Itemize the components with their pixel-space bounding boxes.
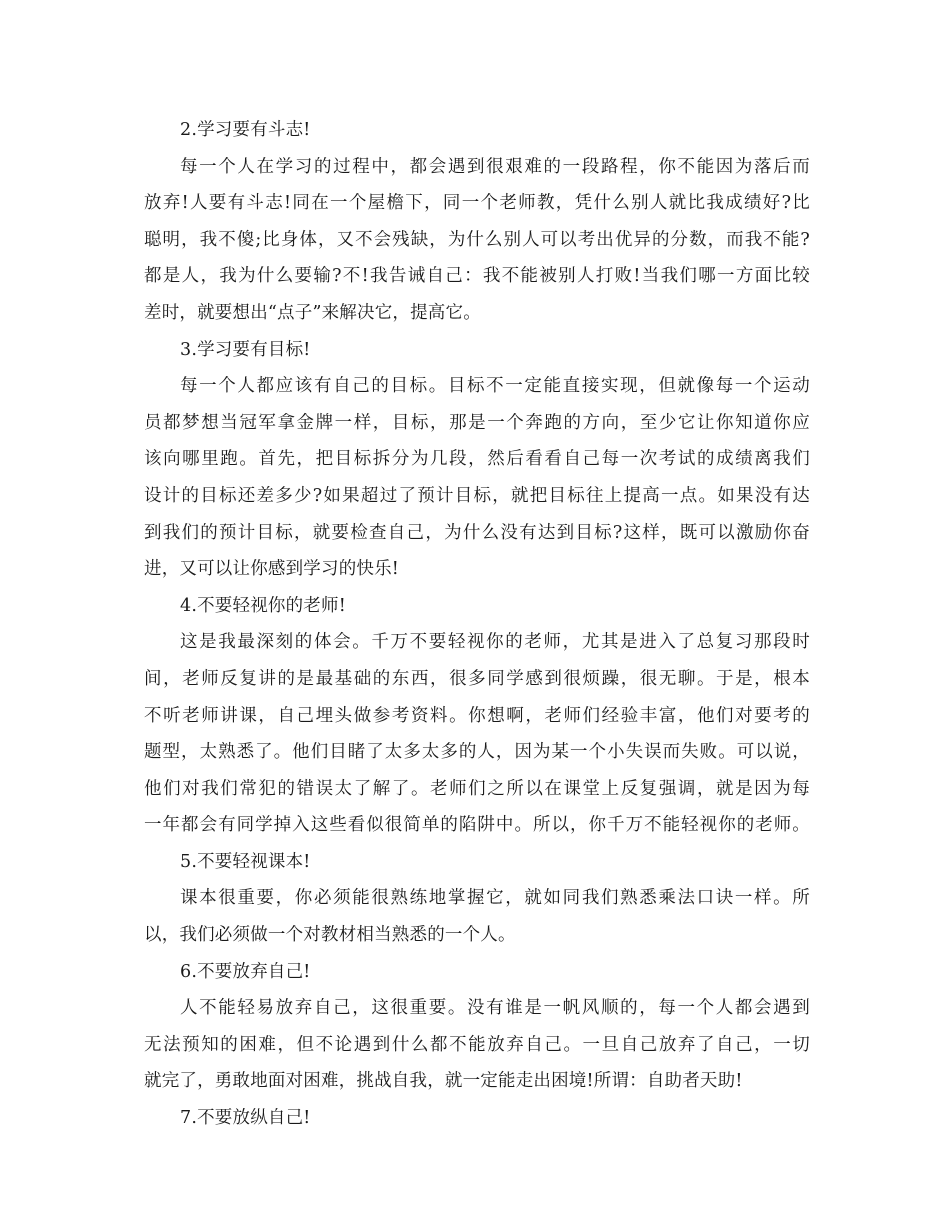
section-heading: 2.学习要有斗志! [180, 120, 311, 140]
paragraph-line: 一年都会有同学掉入这些看似很简单的陷阱中。所以，你千万不能轻视你的老师。 [144, 815, 810, 836]
paragraph-line: 间，老师反复讲的是最基础的东西，很多同学感到很烦躁，很无聊。于是，根本 [144, 668, 810, 689]
paragraph-line: 每一个人都应该有自己的目标。目标不一定能直接实现，但就像每一个运动 [180, 376, 810, 397]
section-heading: 5.不要轻视课本! [180, 851, 311, 872]
paragraph-line: 放弃!人要有斗志!同在一个屋檐下，同一个老师教，凭什么别人就比我成绩好?比 [144, 193, 810, 214]
paragraph-line: 设计的目标还差多少?如果超过了预计目标，就把目标往上提高一点。如果没有达 [144, 485, 810, 506]
section-heading: 4.不要轻视你的老师! [180, 595, 346, 616]
paragraph-line: 员都梦想当冠军拿金牌一样，目标，那是一个奔跑的方向，至少它让你知道你应 [144, 412, 810, 433]
section-3 [144, 332, 810, 588]
paragraph-line: 就完了，勇敢地面对困难，挑战自我，就一定能走出困境!所谓：自助者天助! [144, 1071, 743, 1092]
paragraph-line: 这是我最深刻的体会。千万不要轻视你的老师，尤其是进入了总复习那段时 [180, 632, 810, 653]
paragraph-line: 不听老师讲课，自己埋头做参考资料。你想啊，老师们经验丰富，他们对要考的 [144, 705, 810, 726]
paragraph-line: 进，又可以让你感到学习的快乐! [144, 559, 400, 580]
paragraph-line: 人不能轻易放弃自己，这很重要。没有谁是一帆风顺的，每一个人都会遇到 [180, 998, 810, 1019]
paragraph-line: 题型，太熟悉了。他们目睹了太多太多的人，因为某一个小失误而失败。可以说， [144, 742, 810, 763]
section-2 [144, 112, 810, 332]
section-heading: 6.不要放弃自己! [180, 961, 311, 982]
paragraph-line: 差时，就要想出“点子”来解决它，提高它。 [144, 302, 481, 323]
paragraph-line: 都是人，我为什么要输?不!我告诫自己：我不能被别人打败!当我们哪一方面比较 [144, 266, 810, 287]
paragraph-line: 他们对我们常犯的错误太了解了。老师们之所以在课堂上反复强调，就是因为每 [144, 778, 810, 799]
paragraph-line: 聪明，我不傻;比身体，又不会残缺，为什么别人可以考出优异的分数，而我不能? [144, 229, 810, 250]
paragraph-line: 课本很重要，你必须能很熟练地掌握它，就如同我们熟悉乘法口诀一样。所 [180, 888, 810, 909]
section-5 [144, 844, 810, 954]
document-body [144, 112, 810, 1137]
section-4 [144, 588, 810, 844]
section-heading: 7.不要放纵自己! [180, 1108, 311, 1129]
paragraph-line: 以，我们必须做一个对教材相当熟悉的一个人。 [144, 925, 516, 946]
paragraph-line: 到我们的预计目标，就要检查自己，为什么没有达到目标?这样，既可以激励你奋 [144, 522, 810, 543]
paragraph-line: 每一个人在学习的过程中，都会遇到很艰难的一段路程，你不能因为落后而 [180, 156, 810, 177]
paragraph-line: 该向哪里跑。首先，把目标拆分为几段，然后看看自己每一次考试的成绩离我们 [144, 449, 810, 470]
paragraph-line: 无法预知的困难，但不论遇到什么都不能放弃自己。一旦自己放弃了自己，一切 [144, 1034, 810, 1055]
section-6 [144, 954, 810, 1100]
section-heading: 3.学习要有目标! [180, 339, 311, 360]
section-7 [144, 1100, 810, 1137]
